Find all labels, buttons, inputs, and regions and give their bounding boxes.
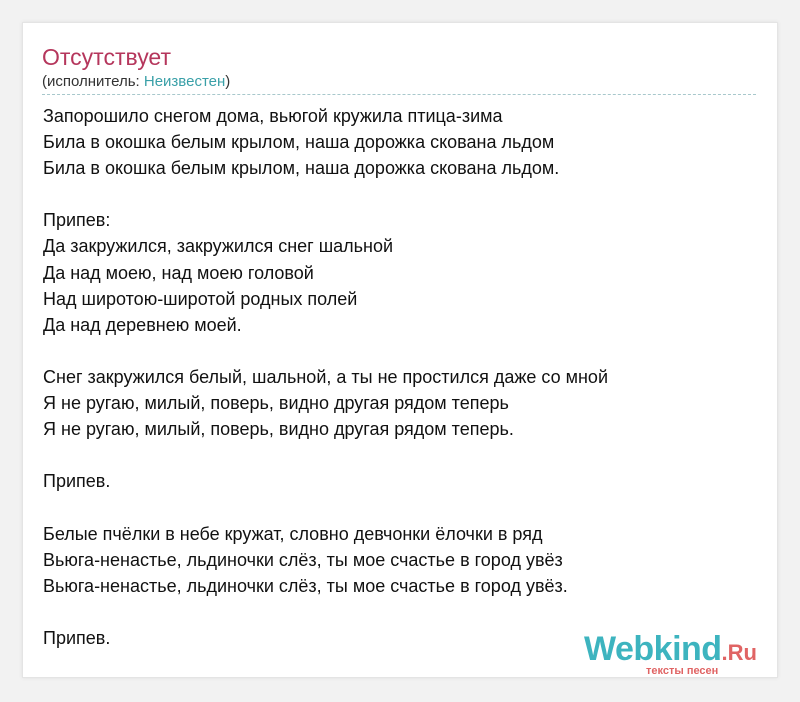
artist-prefix: (исполнитель: <box>42 73 144 90</box>
title-divider <box>42 94 756 95</box>
site-logo[interactable] <box>584 629 784 679</box>
artist-suffix: ) <box>225 73 231 90</box>
lyric-line: Вьюга-ненастье, льдиночки слёз, ты мое счастье в город увёз. <box>43 575 568 596</box>
lyric-blank-line <box>43 338 753 364</box>
lyric-line: Да закружился, закружился снег шальной <box>43 236 394 257</box>
logo-main-text: Webkind <box>584 630 722 668</box>
lyric-line: Белые пчёлки в небе кружат, словно девчонки ёлочки в ряд <box>43 523 543 544</box>
logo-tld-text: .Ru <box>721 640 757 665</box>
lyric-blank-line <box>43 599 753 625</box>
lyric-line: Била в окошка белым крылом, наша дорожка скована льдом. <box>43 158 560 179</box>
lyric-line: Припев. <box>43 627 111 648</box>
lyric-line: Я не ругаю, милый, поверь, видно другая рядом теперь <box>43 393 509 414</box>
lyric-line: Припев. <box>43 471 111 492</box>
artist-line <box>42 73 230 91</box>
lyric-line: Я не ругаю, милый, поверь, видно другая рядом теперь. <box>43 419 514 440</box>
lyric-line: Над широтою-широтой родных полей <box>43 288 358 309</box>
artist-link[interactable]: Неизвестен <box>143 73 226 90</box>
lyrics-card <box>22 22 778 678</box>
logo-tagline: тексты песен <box>646 665 719 677</box>
lyric-blank-line <box>43 494 753 520</box>
lyric-line: Припев: <box>43 210 111 231</box>
lyric-line: Запорошило снегом дома, вьюгой кружила птица-зима <box>43 106 503 126</box>
lyric-line: Вьюга-ненастье, льдиночки слёз, ты мое счастье в город увёз <box>43 549 563 570</box>
lyrics-text <box>43 103 753 651</box>
lyric-line: Да над моею, над моею головой <box>43 262 314 283</box>
lyric-line: Снег закружился белый, шальной, а ты не простился даже со мной <box>43 366 608 387</box>
lyric-line: Да над деревнею моей. <box>43 314 242 335</box>
song-title: Отсутствует <box>42 44 171 70</box>
lyric-blank-line <box>43 181 753 207</box>
lyric-blank-line <box>43 442 753 468</box>
lyric-line: Била в окошка белым крылом, наша дорожка скована льдом <box>43 132 555 153</box>
